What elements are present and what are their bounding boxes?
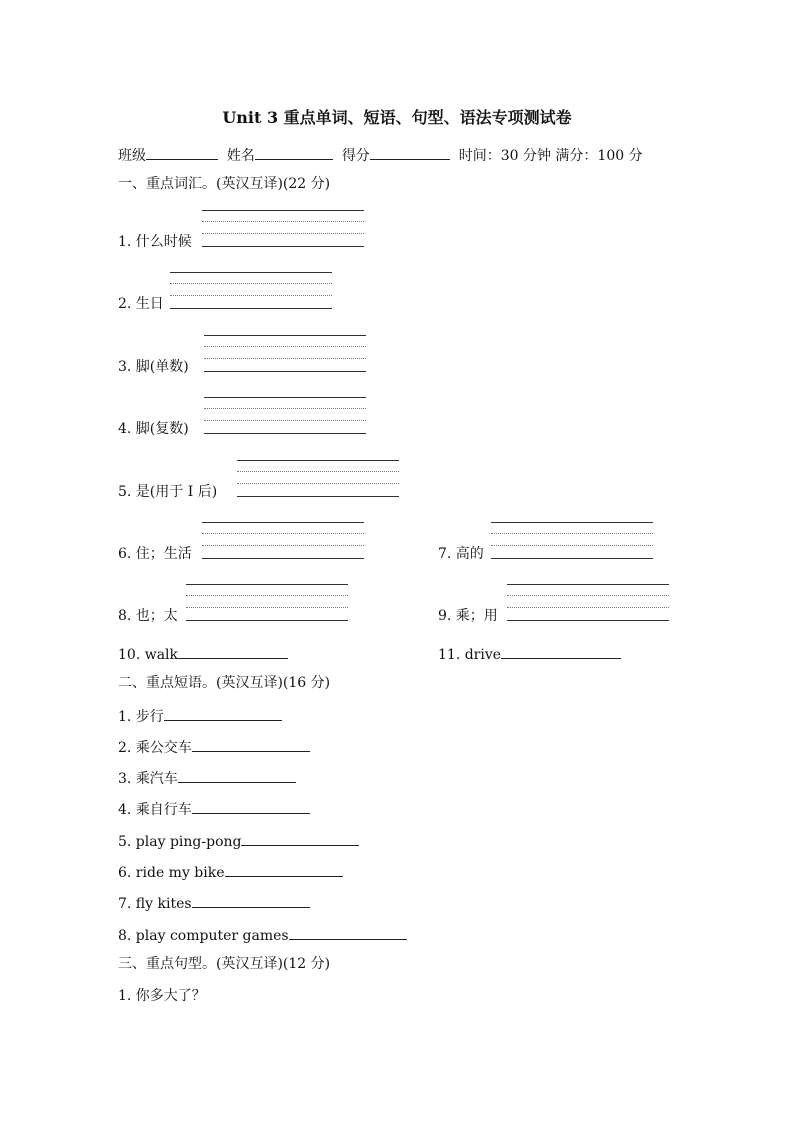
phrase-label: 8. play computer games [118, 928, 289, 944]
vocab-item-2: 2. 生日 [118, 296, 164, 312]
answer-blank[interactable] [241, 833, 359, 846]
vocab-item-6: 6. 住；生活 [118, 546, 192, 562]
phrase-item-5 [118, 833, 359, 849]
phrase-item-8 [118, 927, 407, 943]
score-label: 得分 [341, 148, 370, 164]
answer-blank[interactable] [164, 708, 282, 721]
section2-heading: 二、重点短语。(英汉互译)(16 分) [118, 675, 331, 691]
phrase-label: 3. 乘汽车 [118, 771, 178, 787]
vocab-item-5: 5. 是(用于 I 后) [118, 484, 218, 500]
vocab-item-3: 3. 脚(单数) [118, 359, 189, 375]
phrase-label: 1. 步行 [118, 709, 164, 725]
class-blank[interactable] [146, 147, 218, 160]
score-blank[interactable] [370, 147, 450, 160]
section1-heading: 一、重点词汇。(英汉互译)(22 分) [118, 176, 331, 192]
section3-heading: 三、重点句型。(英汉互译)(12 分) [118, 956, 331, 972]
answer-blank[interactable] [225, 864, 343, 877]
phrase-label: 2. 乘公交车 [118, 740, 192, 756]
phrase-label: 4. 乘自行车 [118, 802, 192, 818]
vocab-item-4: 4. 脚(复数) [118, 421, 189, 437]
phrase-label: 5. play ping-pong [118, 834, 242, 850]
handwriting-lines-5[interactable] [237, 460, 399, 496]
sentence-item-1: 1. 你多大了？ [118, 988, 206, 1004]
answer-blank[interactable] [178, 646, 288, 659]
handwriting-lines-7[interactable] [491, 522, 653, 558]
vocab-item-1: 1. 什么时候 [118, 234, 192, 250]
answer-blank[interactable] [289, 927, 407, 940]
vocab-item-9: 9. 乘；用 [438, 608, 498, 624]
phrase-label: 6. ride my bike [118, 865, 225, 881]
answer-blank[interactable] [192, 739, 310, 752]
handwriting-lines-6[interactable] [202, 522, 364, 558]
handwriting-lines-3[interactable] [204, 335, 366, 371]
handwriting-lines-8[interactable] [186, 584, 348, 620]
vocab-item-11-label: 11. drive [438, 647, 502, 663]
answer-blank[interactable] [501, 646, 621, 659]
phrase-item-3 [118, 770, 296, 786]
vocab-item-7: 7. 高的 [438, 546, 484, 562]
handwriting-lines-2[interactable] [170, 272, 332, 308]
phrase-label: 7. fly kites [118, 896, 192, 912]
phrase-item-6 [118, 864, 343, 880]
time-score-text: 时间：30 分钟 满分：100 分 [458, 148, 643, 164]
phrase-item-7 [118, 895, 310, 911]
handwriting-lines-9[interactable] [507, 584, 669, 620]
phrase-item-4 [118, 801, 310, 817]
info-row [118, 147, 643, 163]
answer-blank[interactable] [192, 895, 310, 908]
answer-blank[interactable] [192, 801, 310, 814]
class-label: 班级 [118, 148, 146, 164]
vocab-item-10-label: 10. walk [118, 647, 179, 663]
vocab-item-10 [118, 646, 288, 662]
answer-blank[interactable] [178, 770, 296, 783]
page-title: Unit 3 重点单词、短语、句型、语法专项测试卷 [222, 108, 572, 127]
name-label: 姓名 [226, 148, 255, 164]
handwriting-lines-4[interactable] [204, 397, 366, 433]
phrase-item-2 [118, 739, 310, 755]
handwriting-lines-1[interactable] [202, 210, 364, 246]
phrase-item-1 [118, 708, 282, 724]
name-blank[interactable] [255, 147, 333, 160]
vocab-item-8: 8. 也；太 [118, 608, 178, 624]
vocab-item-11 [438, 646, 621, 662]
